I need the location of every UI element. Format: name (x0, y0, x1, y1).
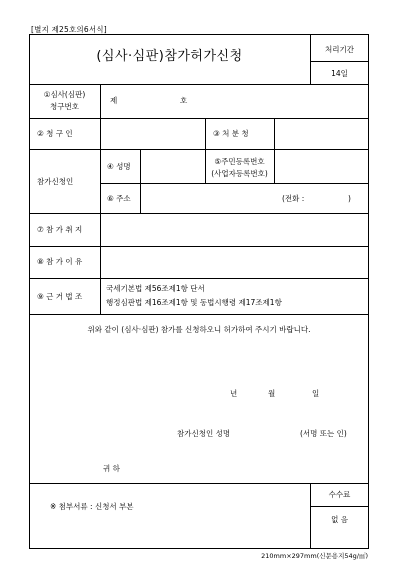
rule-claim-bottom (29, 118, 369, 119)
participant-name-label: ④ 성명 (107, 162, 131, 171)
participant-address-label: ⑥ 주소 (107, 194, 131, 203)
rule-declaration-bottom (29, 483, 369, 484)
rule-fee-mid (310, 506, 369, 507)
resident-number-label-line1: ⑤주민등록번호 (214, 157, 265, 166)
disposition-office-label: ③ 처 분 청 (213, 129, 249, 138)
rule-claimant-bottom (29, 149, 369, 150)
form-number: [별지 제25호의6서식] (31, 25, 107, 34)
phone-label: (전화 : (282, 194, 305, 203)
rule-claimant-split2 (274, 118, 275, 183)
reason-label: ⑧ 참 가 이 유 (37, 257, 83, 266)
rule-basis-bottom (29, 314, 369, 315)
processing-period-value: 14일 (331, 69, 348, 78)
claim-number-suffix: 호 (180, 96, 188, 105)
participant-label: 참가신청인 (37, 177, 74, 186)
rule-reason-bottom (29, 278, 369, 279)
addressee: 귀 하 (103, 464, 120, 473)
rule-purpose-bottom (29, 246, 369, 247)
date-year: 년 (230, 389, 238, 398)
form-title: (심사·심판)참가허가신청 (96, 49, 243, 64)
date-month: 월 (268, 389, 276, 398)
legal-basis-line1: 국세기본법 제56조제1항 단서 (106, 284, 205, 293)
declaration-statement: 위와 같이 (심사·심판) 참가를 신청하오니 허가하여 주시기 바랍니다. (87, 325, 311, 334)
rule-title-bottom (29, 84, 369, 85)
phone-close: ) (348, 194, 351, 203)
paper-spec: 210mm×297mm(신문용지54g/㎡) (261, 552, 368, 560)
resident-number-label-line2: (사업자등록번호) (211, 169, 268, 178)
claim-number-prefix: 제 (110, 96, 118, 105)
claim-number-label-line2: 청구번호 (50, 102, 79, 111)
claim-number-label-line1: ①심사(심판) (43, 90, 86, 99)
fee-label: 수수료 (328, 490, 351, 499)
rule-processing-mid (310, 61, 369, 62)
attachment-note: ※ 첨부서류 : 신청서 부본 (50, 502, 134, 511)
rule-participant-bottom (29, 213, 369, 214)
legal-basis-line2: 행정심판법 제16조제1항 및 동법시행령 제17조제1항 (106, 298, 282, 307)
rule-subfield-column (140, 149, 141, 213)
purpose-label: ⑦ 참 가 취 지 (37, 225, 83, 234)
legal-basis-label: ⑨ 근 거 법 조 (37, 292, 83, 301)
claimant-label: ② 청 구 인 (37, 129, 73, 138)
signature-label: (서명 또는 인) (300, 429, 347, 438)
rule-label-column (100, 84, 101, 314)
processing-period-label: 처리기간 (325, 45, 354, 54)
fee-value: 없 음 (331, 515, 348, 524)
date-day: 일 (312, 389, 320, 398)
applicant-name-label: 참가신청인 성명 (177, 429, 231, 438)
